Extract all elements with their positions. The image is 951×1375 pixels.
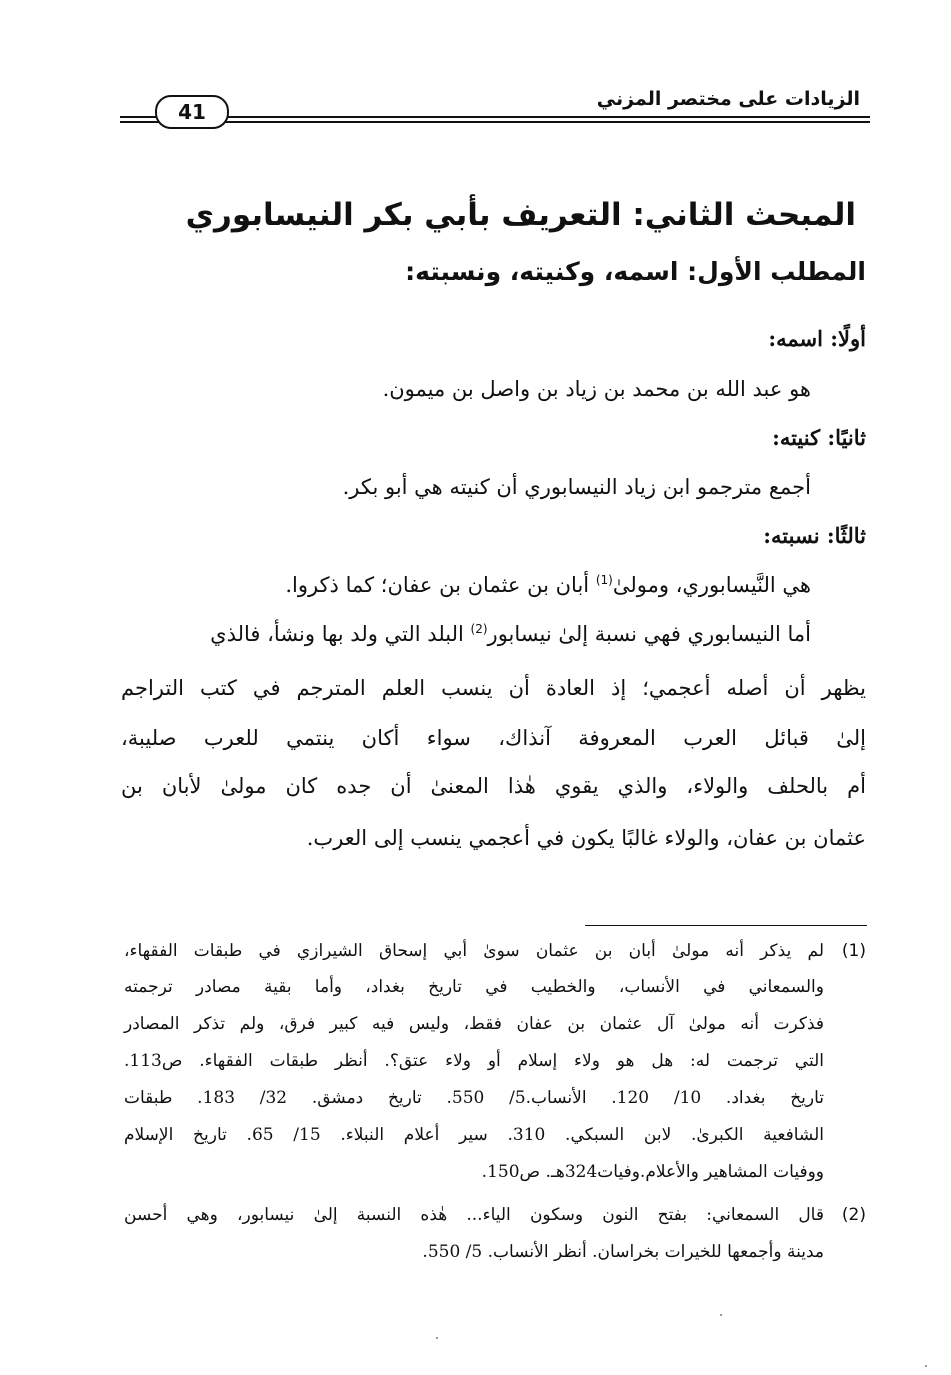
paragraph-nisba-line-4: إلىٰ قبائل العرب المعروفة آنذاك، سواء أكان ينتمي للعرب صليبة، [121, 726, 866, 750]
footnote-text: والسمعاني في الأنساب، والخطيب في تاريخ بغداد، وأما بقية مصادر ترجمته [124, 977, 824, 997]
footnote-text: قال السمعاني: بفتح النون وسكون الياء... هٰذه النسبة إلىٰ نيسابور، وهي أحسن [124, 1205, 824, 1225]
text-run: أما النيسابوري فهي نسبة إلىٰ نيسابور [487, 622, 811, 646]
subheading-name [768, 324, 866, 354]
paragraph-nisba-line-6: عثمان بن عفان، والولاء غالبًا يكون في أعجمي ينسب إلى العرب. [306, 826, 866, 850]
paragraph-nisba-line-1 [285, 570, 811, 600]
footnote-text: مدينة وأجمعها للخيرات بخراسان. أنظر الأنساب. 5/ 550. [422, 1242, 824, 1262]
paragraph-name: هو عبد الله بن محمد بن زياد بن واصل بن ميمون. [382, 377, 811, 401]
footnote-1-number: (1) [841, 941, 866, 961]
section-title: المطلب الأول: اسمه، وكنيته، ونسبته: [405, 257, 866, 286]
subheading-label: ثانيًا: [827, 425, 866, 450]
subheading-title: اسمه: [768, 326, 823, 351]
footnote-text: ووفيات المشاهير والأعلام.وفيات324هـ. ص150. [481, 1162, 824, 1182]
text-run: هي النَّيسابوري، ومولىٰ [612, 573, 811, 597]
footnote-ref-1: (1) [595, 573, 613, 587]
footnote-text: لم يذكر أنه مولىٰ أبان بن عثمان سوىٰ أبي إسحاق الشيرازي في طبقات الفقهاء، [124, 941, 824, 961]
subheading-label: أولًا: [830, 326, 866, 351]
page-number: 41 [155, 95, 229, 129]
chapter-title: المبحث الثاني: التعريف بأبي بكر النيسابوري [185, 197, 856, 233]
paragraph-nisba-line-2 [210, 619, 811, 649]
subheading-title: نسبته: [763, 523, 820, 548]
paragraph-kunya: أجمع مترجمو ابن زياد النيسابوري أن كنيته هي أبو بكر. [342, 475, 811, 499]
footnote-text: التي ترجمت له: هل هو ولاء إسلام أو ولاء عتق؟. أنظر طبقات الفقهاء. ص113. [124, 1051, 824, 1071]
subheading-kunya [772, 423, 866, 453]
subheading-label: ثالثًا: [826, 523, 866, 548]
text-run: البلد التي ولد بها ونشأ، فالذي [210, 622, 471, 646]
footnote-text: فذكرت أنه مولىٰ آل عثمان بن عفان فقط، وليس فيه كبير فرق، ولم تذكر المصادر [124, 1014, 824, 1034]
subheading-nisba [763, 521, 866, 551]
text-run: أبان بن عثمان بن عفان؛ كما ذكروا. [285, 573, 596, 597]
subheading-title: كنيته: [772, 425, 821, 450]
footnote-2-number: (2) [841, 1205, 866, 1225]
header-rule-top [120, 116, 870, 118]
footnote-separator [585, 925, 867, 926]
scan-speck [720, 1314, 722, 1316]
scan-speck [925, 1365, 927, 1367]
paragraph-nisba-line-3: يظهر أن أصله أعجمي؛ إذ العادة أن ينسب العلم المترجم في كتب التراجم [121, 676, 866, 700]
footnote-text: تاريخ بغداد. 10/ 120. الأنساب.5/ 550. تاريخ دمشق. 32/ 183. طبقات [124, 1088, 825, 1108]
footnote-text: الشافعية الكبرىٰ. لابن السبكي. 310. سير أعلام النبلاء. 15/ 65. تاريخ الإسلام [124, 1125, 824, 1145]
header-rule-bottom [120, 121, 870, 123]
footnote-ref-2: (2) [470, 622, 488, 636]
paragraph-nisba-line-5: أم بالحلف والولاء، والذي يقوي هٰذا المعنىٰ أن جده كان مولىٰ لأبان بن [121, 774, 866, 798]
scan-speck [436, 1337, 438, 1339]
running-title: الزيادات على مختصر المزني [591, 86, 866, 112]
